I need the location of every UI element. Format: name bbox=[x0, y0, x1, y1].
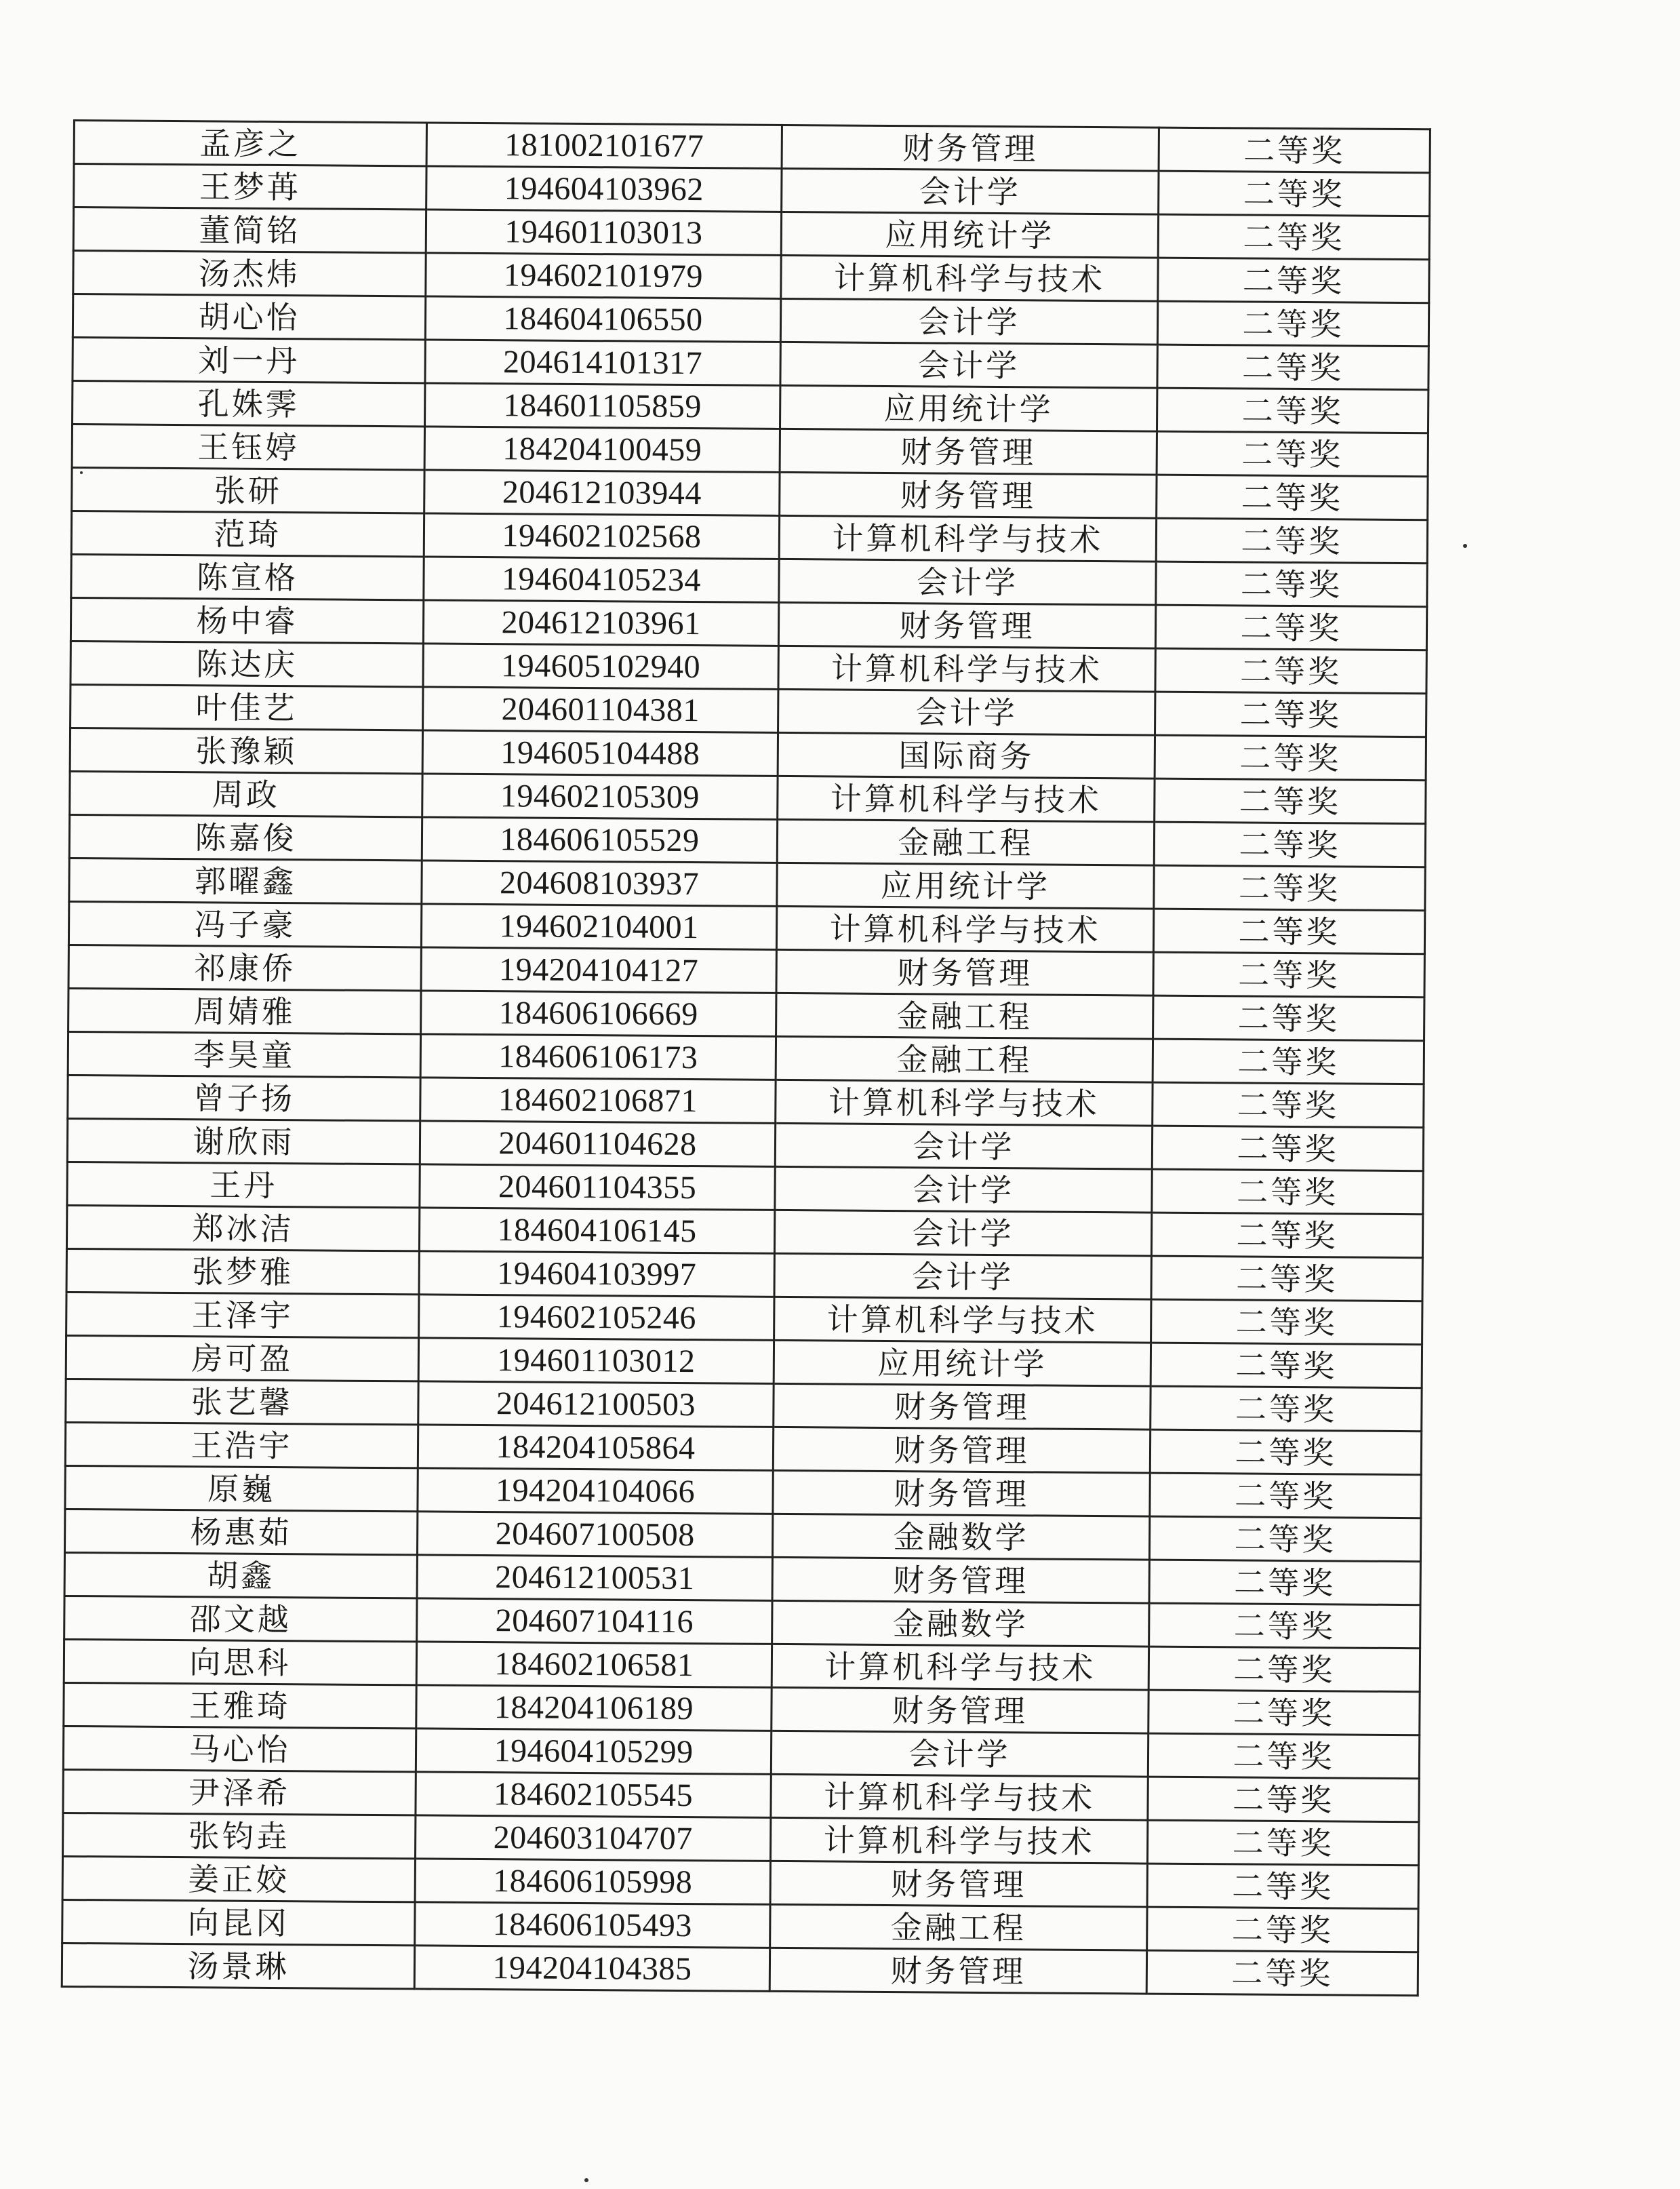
award-level-cell: 二等奖 bbox=[1151, 1256, 1422, 1301]
student-name-cell: 郑冰洁 bbox=[66, 1205, 419, 1250]
major-cell: 应用统计学 bbox=[777, 863, 1154, 909]
award-level-cell: 二等奖 bbox=[1147, 1907, 1418, 1952]
student-name-cell: 周政 bbox=[70, 771, 422, 816]
student-id-cell: 194604103997 bbox=[419, 1251, 774, 1297]
award-level-cell: 二等奖 bbox=[1155, 692, 1426, 737]
student-name-cell: 胡鑫 bbox=[64, 1552, 417, 1598]
major-cell: 会计学 bbox=[775, 1123, 1152, 1169]
student-id-cell: 194602102568 bbox=[424, 513, 779, 559]
major-cell: 计算机科学与技术 bbox=[781, 255, 1158, 301]
student-id-cell: 204601104628 bbox=[420, 1121, 775, 1166]
award-level-cell: 二等奖 bbox=[1153, 952, 1424, 998]
student-id-cell: 184604106145 bbox=[419, 1208, 774, 1253]
student-id-cell: 204601104355 bbox=[420, 1164, 775, 1210]
award-level-cell: 二等奖 bbox=[1148, 1733, 1419, 1779]
student-id-cell: 194204104385 bbox=[414, 1946, 769, 1991]
student-name-cell: 王泽宇 bbox=[66, 1292, 419, 1337]
award-level-cell: 二等奖 bbox=[1151, 1386, 1422, 1432]
student-id-cell: 194605102940 bbox=[423, 644, 778, 689]
award-level-cell: 二等奖 bbox=[1157, 388, 1428, 433]
student-name-cell: 祁康侨 bbox=[68, 945, 421, 990]
student-id-cell: 194602104001 bbox=[421, 904, 776, 949]
major-cell: 计算机科学与技术 bbox=[771, 1774, 1148, 1820]
student-name-cell: 冯子豪 bbox=[68, 901, 421, 947]
award-level-cell: 二等奖 bbox=[1159, 127, 1430, 173]
major-cell: 应用统计学 bbox=[774, 1340, 1151, 1386]
major-cell: 应用统计学 bbox=[781, 212, 1158, 258]
student-id-cell: 204601104381 bbox=[423, 687, 778, 732]
award-level-cell: 二等奖 bbox=[1147, 1820, 1418, 1866]
award-level-cell: 二等奖 bbox=[1148, 1646, 1420, 1692]
major-cell: 财务管理 bbox=[774, 1383, 1151, 1429]
student-name-cell: 王梦苒 bbox=[74, 164, 426, 210]
award-level-cell: 二等奖 bbox=[1149, 1560, 1420, 1605]
student-name-cell: 马心怡 bbox=[63, 1726, 416, 1771]
award-level-cell: 二等奖 bbox=[1158, 214, 1429, 260]
student-id-cell: 194602105309 bbox=[422, 774, 778, 819]
award-level-cell: 二等奖 bbox=[1158, 258, 1429, 303]
student-id-cell: 204608103937 bbox=[422, 861, 777, 906]
award-level-cell: 二等奖 bbox=[1153, 995, 1424, 1041]
award-level-cell: 二等奖 bbox=[1154, 865, 1425, 911]
student-id-cell: 204607104116 bbox=[417, 1598, 772, 1644]
award-level-cell: 二等奖 bbox=[1152, 1126, 1423, 1171]
student-id-cell: 194602105246 bbox=[419, 1295, 774, 1340]
student-name-cell: 郭曜鑫 bbox=[69, 858, 422, 903]
student-name-cell: 张梦雅 bbox=[66, 1248, 419, 1294]
student-id-cell: 194604105299 bbox=[416, 1729, 771, 1774]
student-id-cell: 194605104488 bbox=[422, 730, 778, 776]
award-level-cell: 二等奖 bbox=[1149, 1516, 1420, 1562]
major-cell: 金融数学 bbox=[772, 1514, 1149, 1560]
award-level-cell: 二等奖 bbox=[1157, 344, 1428, 390]
major-cell: 财务管理 bbox=[773, 1427, 1150, 1473]
award-level-cell: 二等奖 bbox=[1156, 561, 1427, 607]
student-id-cell: 184204105864 bbox=[418, 1425, 773, 1470]
student-name-cell: 谢欣雨 bbox=[67, 1118, 420, 1164]
student-id-cell: 204612103944 bbox=[424, 470, 780, 515]
student-name-cell: 张艺馨 bbox=[66, 1379, 418, 1424]
student-id-cell: 184601105859 bbox=[425, 383, 780, 429]
student-id-cell: 194602101979 bbox=[426, 253, 781, 298]
major-cell: 财务管理 bbox=[772, 1687, 1148, 1733]
award-list-body bbox=[62, 121, 1430, 1996]
major-cell: 金融工程 bbox=[776, 993, 1153, 1039]
student-id-cell: 204612100503 bbox=[418, 1381, 774, 1427]
student-name-cell: 原巍 bbox=[65, 1465, 418, 1511]
student-name-cell: 胡心怡 bbox=[73, 294, 425, 340]
student-id-cell: 194204104127 bbox=[421, 947, 776, 993]
student-id-cell: 184602106871 bbox=[420, 1078, 776, 1123]
award-level-cell: 二等奖 bbox=[1157, 475, 1428, 520]
student-id-cell: 184602106581 bbox=[416, 1642, 772, 1687]
student-name-cell: 王丹 bbox=[67, 1162, 420, 1207]
major-cell: 计算机科学与技术 bbox=[779, 515, 1156, 561]
award-level-cell: 二等奖 bbox=[1150, 1473, 1421, 1518]
major-cell: 财务管理 bbox=[776, 949, 1153, 995]
award-level-cell: 二等奖 bbox=[1157, 301, 1428, 347]
student-name-cell: 刘一丹 bbox=[73, 338, 425, 383]
student-name-cell: 陈达庆 bbox=[71, 641, 423, 686]
student-id-cell: 184606105493 bbox=[415, 1902, 770, 1948]
student-name-cell: 周婧雅 bbox=[68, 988, 421, 1033]
award-level-cell: 二等奖 bbox=[1155, 648, 1426, 694]
student-name-cell: 王钰婷 bbox=[72, 425, 424, 470]
award-level-cell: 二等奖 bbox=[1150, 1429, 1421, 1475]
student-name-cell: 曾子扬 bbox=[68, 1075, 420, 1120]
student-id-cell: 184606105998 bbox=[415, 1859, 770, 1904]
student-name-cell: 房可盈 bbox=[66, 1335, 418, 1381]
major-cell: 会计学 bbox=[778, 689, 1155, 735]
student-id-cell: 181002101677 bbox=[426, 123, 782, 168]
student-name-cell: 姜正姣 bbox=[62, 1856, 415, 1901]
student-id-cell: 204612100531 bbox=[417, 1555, 772, 1600]
award-level-cell: 二等奖 bbox=[1153, 909, 1424, 954]
scan-speck bbox=[584, 2178, 588, 2182]
award-level-cell: 二等奖 bbox=[1151, 1212, 1422, 1258]
student-name-cell: 杨惠茹 bbox=[64, 1509, 417, 1554]
student-name-cell: 邵文越 bbox=[64, 1596, 417, 1641]
student-name-cell: 孔姝霁 bbox=[73, 381, 425, 427]
scan-speck bbox=[80, 471, 83, 474]
major-cell: 计算机科学与技术 bbox=[778, 776, 1155, 822]
major-cell: 财务管理 bbox=[770, 1861, 1147, 1907]
award-level-cell: 二等奖 bbox=[1154, 822, 1425, 867]
major-cell: 国际商务 bbox=[778, 732, 1155, 778]
student-name-cell: 张研 bbox=[72, 467, 424, 513]
major-cell: 财务管理 bbox=[769, 1948, 1146, 1994]
student-name-cell: 尹泽希 bbox=[63, 1769, 416, 1815]
major-cell: 财务管理 bbox=[773, 1470, 1150, 1516]
student-name-cell: 王雅琦 bbox=[64, 1682, 416, 1728]
major-cell: 财务管理 bbox=[772, 1557, 1149, 1603]
award-level-cell: 二等奖 bbox=[1155, 778, 1426, 824]
major-cell: 金融工程 bbox=[776, 1036, 1153, 1082]
student-id-cell: 194604103962 bbox=[426, 166, 782, 212]
major-cell: 财务管理 bbox=[782, 125, 1159, 171]
student-id-cell: 194601103013 bbox=[426, 210, 781, 255]
student-name-cell: 汤景琳 bbox=[62, 1943, 414, 1988]
major-cell: 会计学 bbox=[779, 559, 1156, 605]
student-name-cell: 汤杰炜 bbox=[73, 251, 426, 296]
major-cell: 会计学 bbox=[780, 342, 1157, 388]
major-cell: 金融数学 bbox=[772, 1600, 1149, 1646]
award-level-cell: 二等奖 bbox=[1148, 1777, 1419, 1822]
major-cell: 会计学 bbox=[771, 1731, 1148, 1777]
award-level-cell: 二等奖 bbox=[1151, 1343, 1422, 1388]
student-name-cell: 张豫颖 bbox=[70, 728, 422, 773]
major-cell: 会计学 bbox=[774, 1210, 1151, 1256]
major-cell: 财务管理 bbox=[778, 602, 1155, 648]
student-id-cell: 184204106189 bbox=[416, 1685, 772, 1731]
student-id-cell: 184606106669 bbox=[421, 991, 776, 1036]
student-name-cell: 董简铭 bbox=[73, 208, 426, 253]
award-level-cell: 二等奖 bbox=[1155, 605, 1426, 650]
major-cell: 财务管理 bbox=[780, 429, 1157, 475]
scan-speck bbox=[1463, 544, 1467, 548]
student-id-cell: 204612103961 bbox=[423, 600, 778, 646]
award-level-cell: 二等奖 bbox=[1157, 431, 1428, 477]
award-level-cell: 二等奖 bbox=[1146, 1950, 1418, 1996]
award-level-cell: 二等奖 bbox=[1159, 171, 1430, 216]
student-name-cell: 向昆冈 bbox=[62, 1899, 415, 1945]
table-row bbox=[62, 1943, 1418, 1995]
major-cell: 计算机科学与技术 bbox=[770, 1817, 1147, 1863]
student-id-cell: 184606105529 bbox=[422, 817, 777, 863]
award-level-cell: 二等奖 bbox=[1153, 1039, 1424, 1084]
student-name-cell: 李昊童 bbox=[68, 1031, 420, 1077]
major-cell: 计算机科学与技术 bbox=[774, 1297, 1151, 1343]
award-level-cell: 二等奖 bbox=[1151, 1299, 1422, 1345]
student-name-cell: 王浩宇 bbox=[65, 1422, 418, 1467]
student-name-cell: 杨中睿 bbox=[71, 597, 423, 643]
major-cell: 财务管理 bbox=[780, 472, 1157, 518]
student-name-cell: 张钧垚 bbox=[63, 1813, 416, 1858]
award-level-cell: 二等奖 bbox=[1147, 1863, 1418, 1909]
major-cell: 会计学 bbox=[774, 1253, 1151, 1299]
major-cell: 应用统计学 bbox=[780, 385, 1157, 431]
student-id-cell: 184604106550 bbox=[425, 296, 780, 342]
major-cell: 金融工程 bbox=[770, 1904, 1147, 1950]
student-id-cell: 194601103012 bbox=[418, 1338, 774, 1383]
major-cell: 金融工程 bbox=[777, 819, 1154, 865]
award-level-cell: 二等奖 bbox=[1156, 518, 1427, 564]
major-cell: 计算机科学与技术 bbox=[778, 646, 1155, 692]
award-level-cell: 二等奖 bbox=[1152, 1169, 1423, 1215]
student-name-cell: 向思科 bbox=[64, 1639, 416, 1684]
award-level-cell: 二等奖 bbox=[1149, 1603, 1420, 1649]
student-id-cell: 204603104707 bbox=[416, 1815, 771, 1861]
student-name-cell: 陈宣格 bbox=[71, 554, 424, 599]
student-name-cell: 范琦 bbox=[71, 511, 424, 556]
award-level-cell: 二等奖 bbox=[1148, 1690, 1420, 1735]
major-cell: 会计学 bbox=[780, 298, 1157, 344]
student-id-cell: 184204100459 bbox=[424, 427, 780, 472]
student-id-cell: 204607100508 bbox=[417, 1512, 772, 1557]
award-list-table-wrapper bbox=[61, 119, 1429, 1996]
student-name-cell: 孟彦之 bbox=[74, 121, 426, 166]
major-cell: 计算机科学与技术 bbox=[776, 1080, 1153, 1126]
student-name-cell: 叶佳艺 bbox=[71, 684, 423, 730]
student-id-cell: 204614101317 bbox=[425, 340, 780, 385]
award-list-table bbox=[61, 119, 1431, 1996]
award-level-cell: 二等奖 bbox=[1153, 1082, 1424, 1128]
major-cell: 会计学 bbox=[775, 1166, 1152, 1212]
major-cell: 计算机科学与技术 bbox=[776, 906, 1153, 952]
student-id-cell: 194204104066 bbox=[418, 1468, 773, 1514]
major-cell: 会计学 bbox=[782, 168, 1159, 214]
student-id-cell: 184602105545 bbox=[416, 1772, 771, 1817]
student-id-cell: 184606106173 bbox=[420, 1034, 776, 1080]
major-cell: 计算机科学与技术 bbox=[772, 1644, 1148, 1690]
student-name-cell: 陈嘉俊 bbox=[69, 814, 422, 860]
student-id-cell: 194604105234 bbox=[424, 557, 779, 602]
award-level-cell: 二等奖 bbox=[1155, 735, 1426, 781]
